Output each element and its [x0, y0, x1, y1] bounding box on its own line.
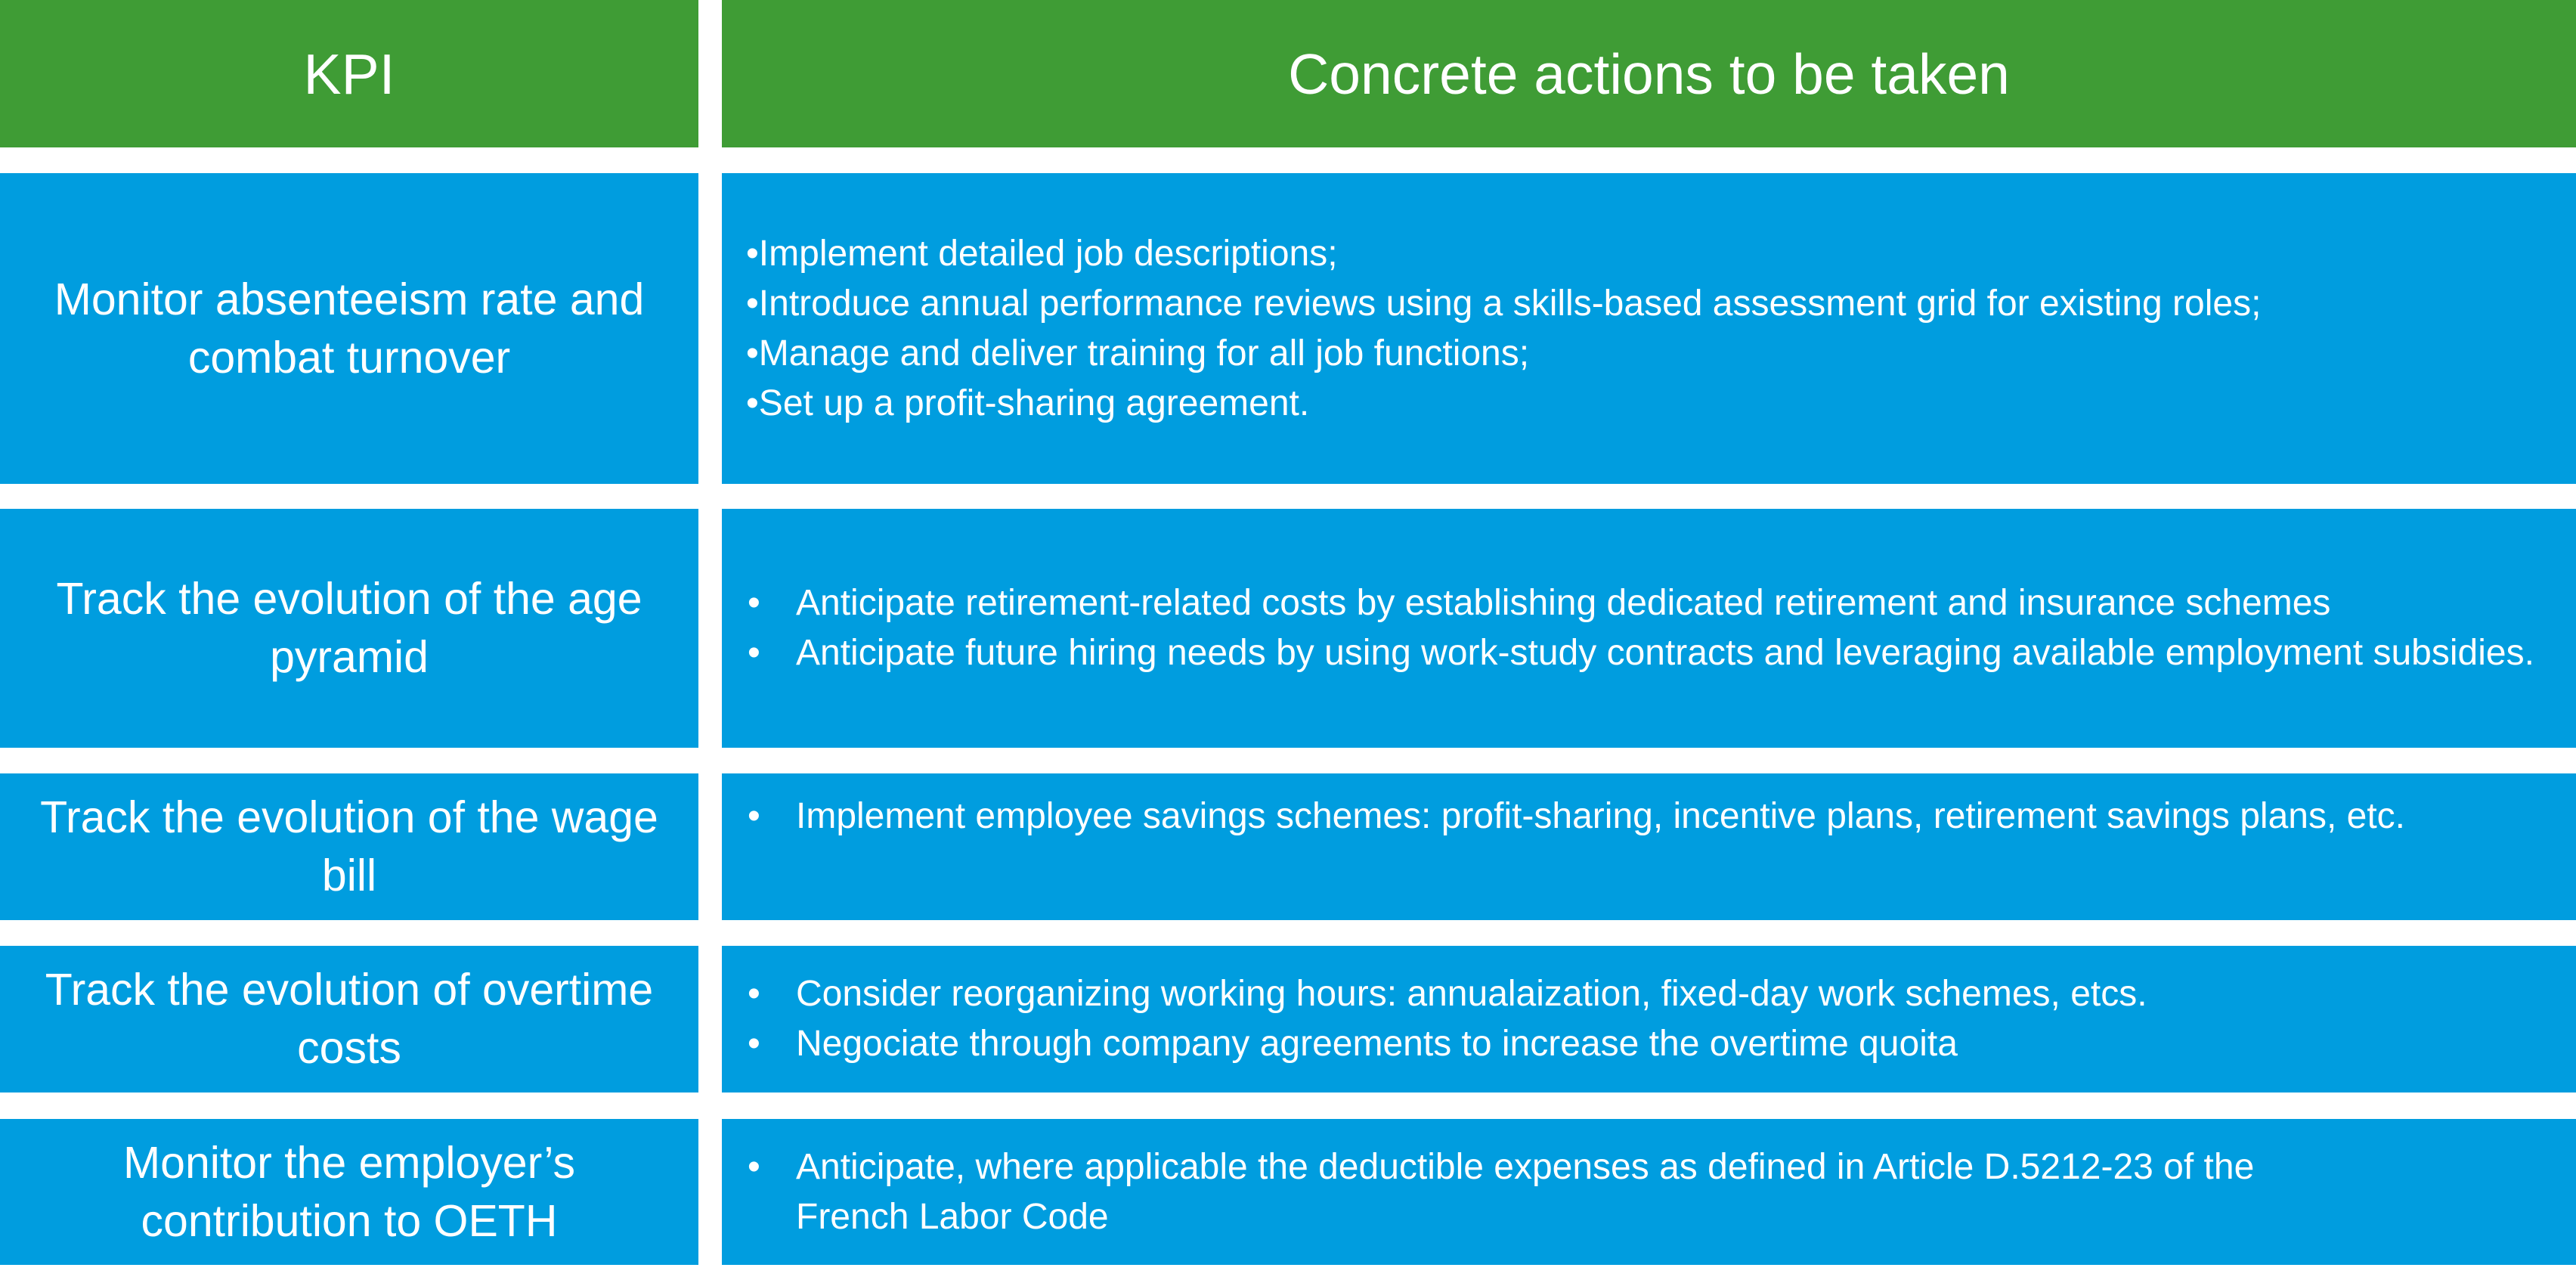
action-item — [748, 628, 2553, 678]
action-item — [748, 1142, 2372, 1242]
action-item — [748, 1019, 2553, 1069]
action-text: Consider reorganizing working hours: annualaization, fixed-day work schemes, etcs. — [796, 974, 2147, 1014]
action-text: Negociate through company agreements to increase the overtime quoita — [796, 1024, 1958, 1064]
action-item: •Introduce annual performance reviews using a skills-based assessment grid for existing roles; — [746, 283, 2262, 324]
action-text: Implement employee savings schemes: profit-sharing, incentive plans, retirement savings plans, etc. — [796, 796, 2405, 836]
header-actions-label: Concrete actions to be taken — [1288, 42, 2010, 106]
bullet-icon: • — [748, 633, 760, 673]
action-item — [748, 969, 2553, 1019]
kpi-label: Track the evolution of the wage bill — [40, 792, 658, 900]
actions-cell-age-pyramid — [722, 509, 2576, 748]
action-item — [748, 792, 2553, 841]
action-item: •Manage and deliver training for all job functions; — [746, 333, 1530, 373]
bullet-icon: • — [748, 796, 760, 836]
kpi-cell-age-pyramid — [0, 509, 698, 748]
kpi-label: Track the evolution of overtime costs — [45, 965, 654, 1073]
actions-cell-absenteeism — [722, 173, 2576, 484]
action-item: •Implement detailed job descriptions; — [746, 233, 1338, 274]
bullet-icon: • — [748, 583, 760, 623]
kpi-label: Monitor absenteeism rate and combat turnover — [54, 274, 645, 383]
actions-cell-wage-bill — [722, 773, 2576, 920]
bullet-icon: • — [748, 1024, 760, 1064]
actions-cell-oeth — [722, 1119, 2576, 1265]
bullet-icon: • — [748, 1146, 760, 1187]
action-item — [748, 578, 2553, 628]
action-item: •Set up a profit-sharing agreement. — [746, 383, 1310, 423]
action-text: Anticipate, where applicable the deductible expenses as defined in Article D.5212-23 of the French Labor Code — [796, 1146, 2255, 1237]
kpi-cell-overtime — [0, 946, 698, 1092]
action-text: Anticipate future hiring needs by using work-study contracts and leveraging available employment subsidies. — [796, 633, 2534, 673]
kpi-cell-oeth — [0, 1119, 698, 1265]
kpi-cell-wage-bill — [0, 773, 698, 920]
kpi-label: Monitor the employer’s contribution to OETH — [123, 1137, 575, 1246]
kpi-label: Track the evolution of the age pyramid — [56, 574, 642, 682]
header-kpi-label: KPI — [303, 42, 395, 106]
header-kpi-cell — [0, 0, 698, 147]
header-actions-cell — [722, 0, 2576, 147]
kpi-cell-absenteeism — [0, 173, 698, 484]
action-text: Anticipate retirement-related costs by establishing dedicated retirement and insurance schemes — [796, 583, 2331, 623]
bullet-icon: • — [748, 974, 760, 1014]
actions-cell-overtime — [722, 946, 2576, 1092]
